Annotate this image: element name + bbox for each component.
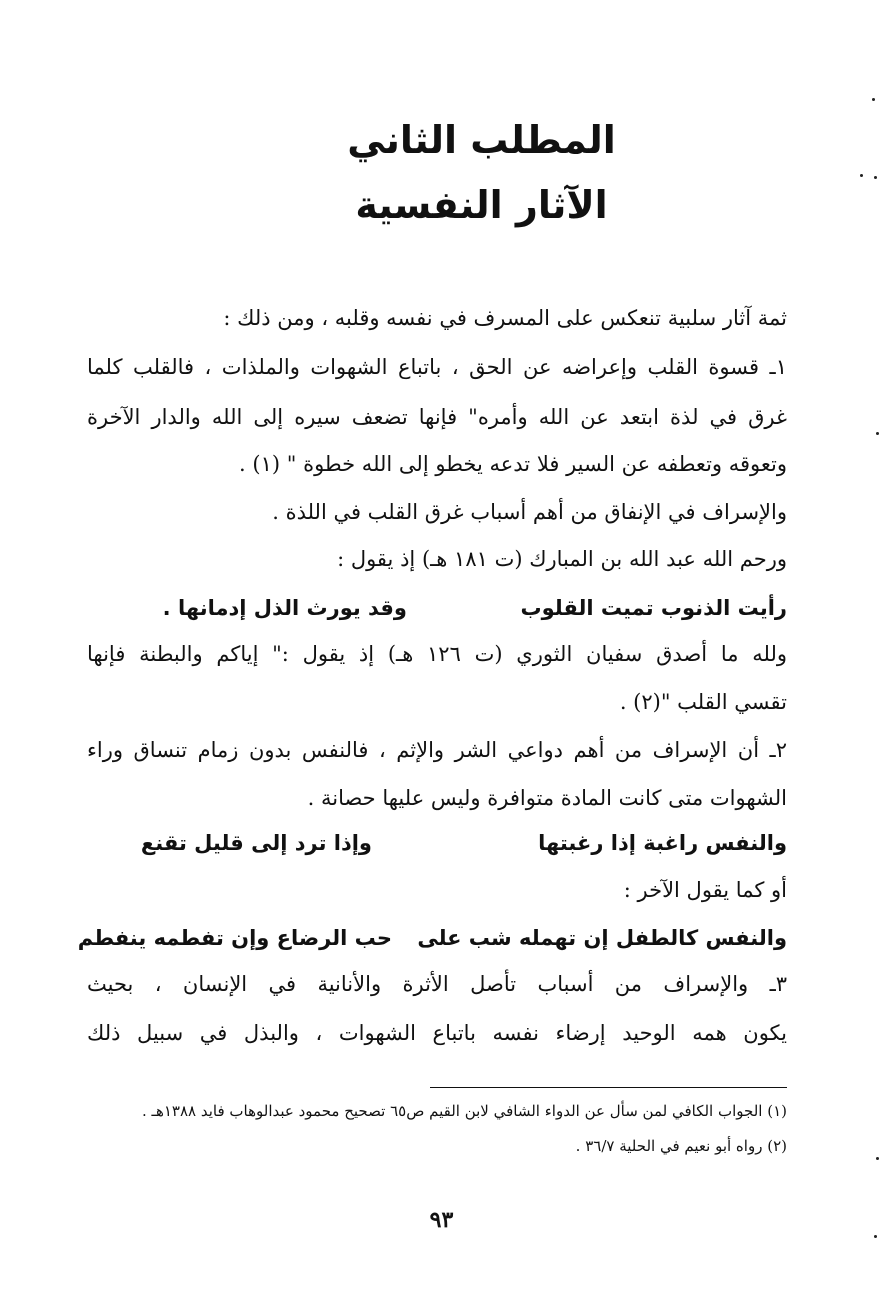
paragraph-thawri-line-1: ولله ما أصدق سفيان الثوري (ت ١٢٦ هـ) إذ يقول :" إياكم والبطنة فإنها [87,642,787,666]
paragraph-ibn-mubarak: ورحم الله عبد الله بن المبارك (ت ١٨١ هـ) إذ يقول : [337,547,787,571]
page-number: ٩٣ [429,1207,454,1233]
footnote-1: (١) الجواب الكافي لمن سأل عن الدواء الشافي لابن القيم ص٦٥ تصحيح محمود عبدالوهاب فايد ١٣٨٨هـ . [142,1102,787,1120]
point-1-line-1: ١ـ قسوة القلب وإعراضه عن الحق ، باتباع الشهوات والملذات ، فالقلب كلما [87,355,787,379]
scan-speck [874,176,877,179]
point-2-line-1: ٢ـ أن الإسراف من أهم دواعي الشر والإثم ، فالنفس بدون زمام تنساق وراء [87,738,787,762]
paragraph-israf-infaq: والإسراف في الإنفاق من أهم أسباب غرق القلب في اللذة . [272,500,787,524]
scan-speck [876,432,879,435]
scan-speck [860,174,863,177]
intro-paragraph: ثمة آثار سلبية تنعكس على المسرف في نفسه وقلبه ، ومن ذلك : [223,306,787,330]
section-subtitle: الآثار النفسية [355,183,608,227]
verse-2-second-hemistich: وإذا ترد إلى قليل تقنع [140,831,372,855]
verse-1-first-hemistich: رأيت الذنوب تميت القلوب [520,596,787,620]
point-1-line-3: وتعوقه وتعطفه عن السير فلا تدعه يخطو إلى الله خطوة " (١) . [239,452,787,476]
scan-speck [874,1235,877,1238]
point-3-line-2: يكون همه الوحيد إرضاء نفسه باتباع الشهوات ، والبذل في سبيل ذلك [87,1021,787,1045]
scan-speck [872,98,875,101]
paragraph-thawri-line-2: تقسي القلب "(٢) . [619,690,787,714]
verse-3-second-hemistich: حب الرضاع وإن تفطمه ينفطم [77,926,392,950]
verse-1-second-hemistich: وقد يورث الذل إدمانها . [162,596,407,620]
scan-speck [876,1157,879,1160]
footnote-separator [430,1087,787,1088]
point-3-line-1: ٣ـ والإسراف من أسباب تأصل الأثرة والأنانية في الإنسان ، بحيث [87,972,787,996]
footnote-2: (٢) رواه أبو نعيم في الحلية ٣٦/٧ . [575,1137,787,1155]
section-title: المطلب الثاني [347,118,616,162]
verse-3 [77,925,787,955]
point-1-line-2: غرق في لذة ابتعد عن الله وأمره" فإنها تضعف سيره إلى الله والدار الآخرة [87,405,787,429]
paragraph-other-poet: أو كما يقول الآخر : [623,878,787,902]
verse-1 [87,595,787,625]
verse-2-first-hemistich: والنفس راغبة إذا رغبتها [538,831,787,855]
verse-2 [87,830,787,860]
point-2-line-2: الشهوات متى كانت المادة متوافرة وليس عليها حصانة . [307,786,787,810]
verse-3-first-hemistich: والنفس كالطفل إن تهمله شب على [417,926,787,950]
